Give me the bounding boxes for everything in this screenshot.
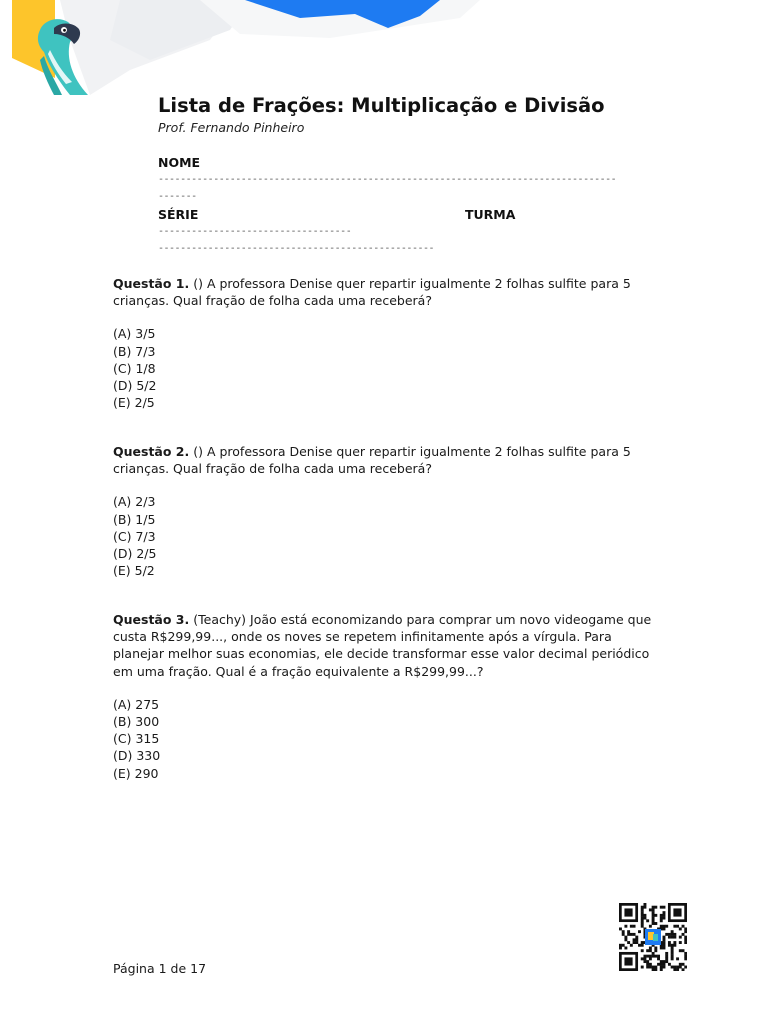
qr-code-icon: [619, 903, 687, 971]
option-c[interactable]: (C) 315: [113, 731, 160, 747]
option-a[interactable]: (A) 3/5: [113, 326, 156, 342]
question-1: [113, 275, 658, 411]
question-3-stem: [113, 611, 658, 680]
question-3-text: (Teachy) João está economizando para comprar um novo videogame que custa R$299,99..., onde os noves se repetem infinitamente após a vírgula. Para planejar melhor suas economias, ele decide transformar esse valor decimal periódico em uma fração. Qual é a fração equivalente a R$299,99...?: [113, 612, 652, 679]
option-a[interactable]: (A) 2/3: [113, 494, 156, 510]
question-3: [113, 611, 658, 782]
option-c[interactable]: (C) 7/3: [113, 528, 156, 544]
question-1-stem: [113, 275, 658, 309]
series-field-line: -----------------------------------: [158, 226, 352, 237]
question-3-number: Questão 3.: [113, 612, 190, 627]
option-e[interactable]: (E) 5/2: [113, 563, 155, 579]
question-3-options: [113, 696, 658, 782]
question-2-stem: [113, 443, 658, 477]
option-d[interactable]: (D) 330: [113, 748, 161, 764]
question-1-options: [113, 325, 658, 411]
option-a[interactable]: (A) 275: [113, 696, 160, 712]
name-field-line-continuation: -------: [158, 191, 197, 202]
name-field-line: -----------------------------------------------------------------------------------: [158, 174, 617, 185]
option-e[interactable]: (E) 290: [113, 765, 159, 781]
name-field-label: NOME: [158, 155, 201, 170]
question-1-number: Questão 1.: [113, 276, 190, 291]
document-title: Lista de Frações: Multiplicação e Divisão: [158, 94, 605, 117]
question-1-text: () A professora Denise quer repartir igualmente 2 folhas sulfite para 5 crianças. Qual fração de folha cada uma receberá?: [113, 276, 631, 309]
header-decoration: [0, 0, 768, 100]
option-b[interactable]: (B) 1/5: [113, 511, 156, 527]
question-2: [113, 443, 658, 579]
class-field-label: TURMA: [465, 207, 516, 222]
option-d[interactable]: (D) 2/5: [113, 546, 157, 562]
question-2-options: [113, 493, 658, 579]
question-2-number: Questão 2.: [113, 444, 190, 459]
series-field-label: SÉRIE: [158, 207, 199, 222]
class-field-line: --------------------------------------------------: [158, 243, 435, 254]
question-2-text: () A professora Denise quer repartir igualmente 2 folhas sulfite para 5 crianças. Qual fração de folha cada uma receberá?: [113, 444, 631, 477]
option-c[interactable]: (C) 1/8: [113, 360, 156, 376]
option-d[interactable]: (D) 5/2: [113, 378, 157, 394]
option-b[interactable]: (B) 300: [113, 714, 160, 730]
page-number: Página 1 de 17: [113, 961, 207, 976]
option-e[interactable]: (E) 2/5: [113, 395, 155, 411]
document-author: Prof. Fernando Pinheiro: [158, 120, 305, 135]
option-b[interactable]: (B) 7/3: [113, 343, 156, 359]
